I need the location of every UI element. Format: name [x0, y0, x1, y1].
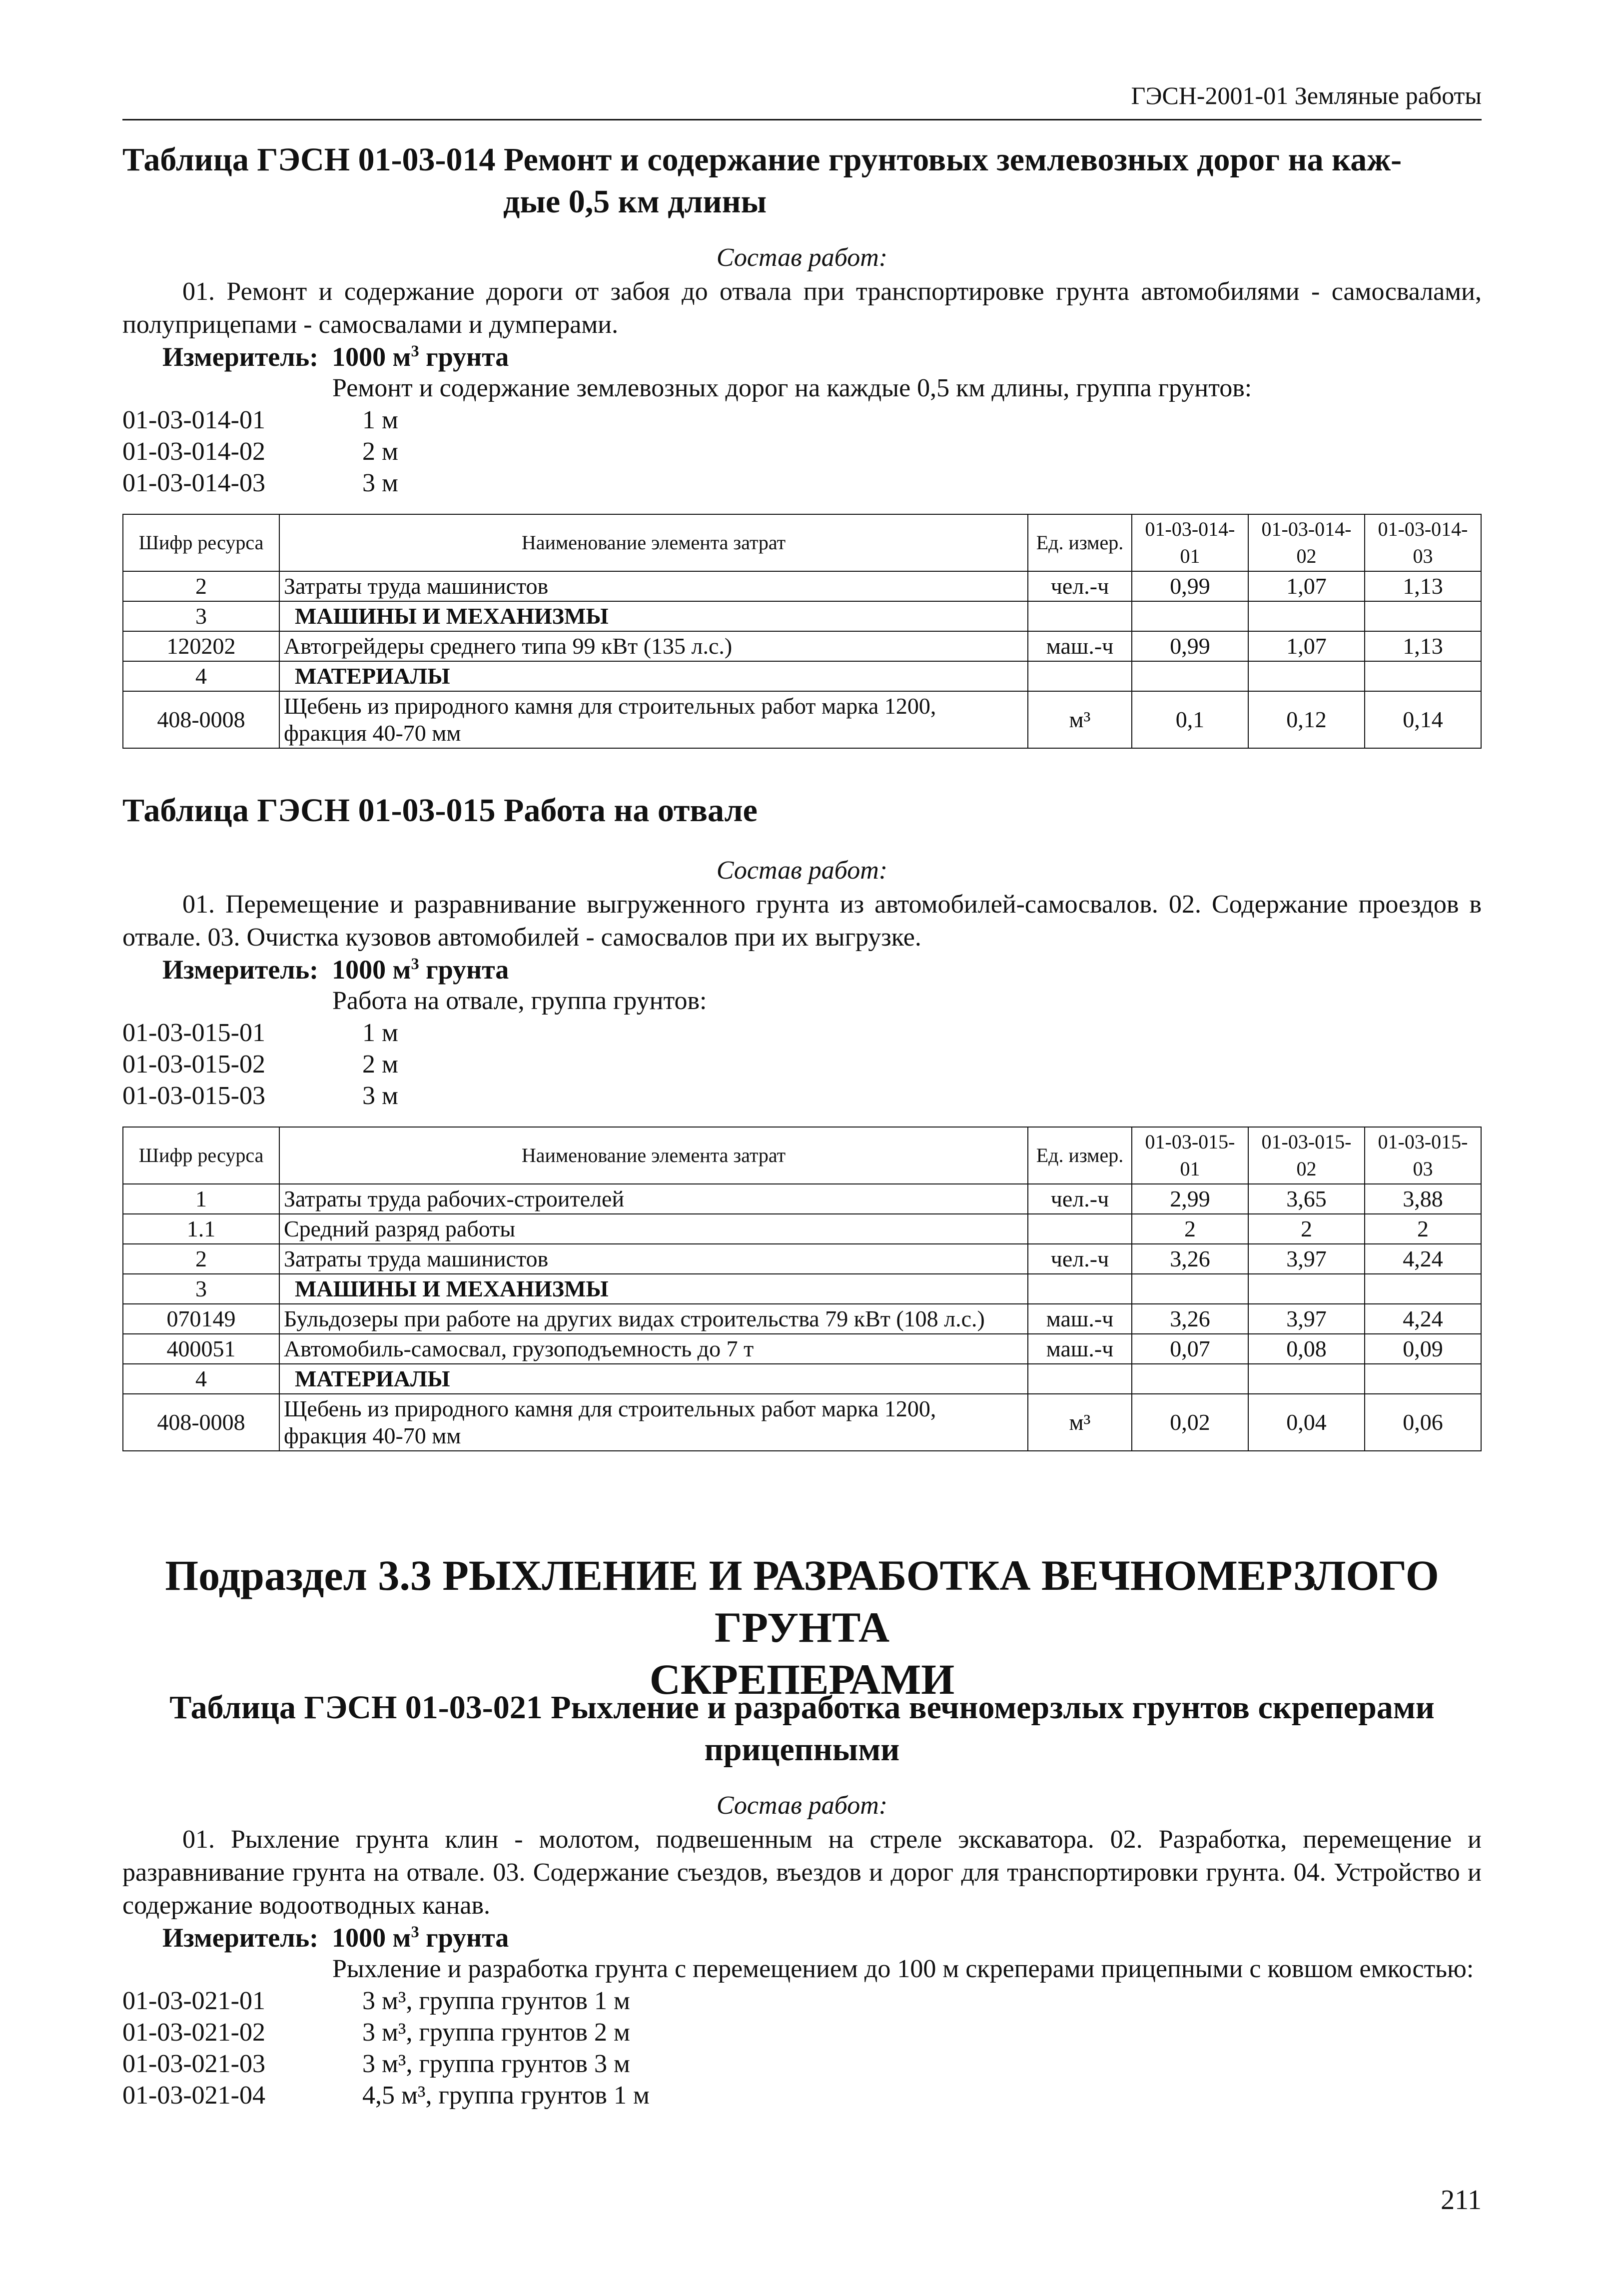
- table-caption: Ремонт и содержание землевозных дорог на каждые 0,5 км длины, группа грунтов:: [332, 374, 1252, 402]
- cell-value-1: 0,99: [1132, 571, 1248, 601]
- cell-value-1: 0,99: [1132, 631, 1248, 661]
- code-item: [122, 1080, 1482, 1112]
- measure-tail: грунта: [419, 1923, 509, 1953]
- cell-unit: м³: [1028, 1394, 1132, 1451]
- code-value: 3 м³, группа грунтов 1 м: [362, 1987, 630, 2015]
- table-block-021: [122, 1687, 1482, 2111]
- cell-name: Щебень из природного камня для строительных работ марка 1200, фракция 40-70 мм: [279, 1394, 1028, 1451]
- cell-name: Средний разряд работы: [279, 1214, 1028, 1244]
- table-row: [123, 1304, 1481, 1334]
- cell-value-2: 3,97: [1248, 1304, 1365, 1334]
- code-item: [122, 436, 1482, 467]
- table-row: [123, 571, 1481, 601]
- subsection-title-line2: СКРЕПЕРАМИ: [649, 1655, 955, 1703]
- table-row: [123, 1214, 1481, 1244]
- cell-unit: [1028, 1364, 1132, 1394]
- cell-name: Автогрейдеры среднего типа 99 кВт (135 л.с.): [279, 631, 1028, 661]
- cell-value-1: 3,26: [1132, 1304, 1248, 1334]
- col-1: 01-03-015-01: [1132, 1127, 1248, 1184]
- code-item: [122, 1017, 1482, 1049]
- cell-value-3: 0,09: [1365, 1334, 1481, 1364]
- col-unit: Ед. измер.: [1028, 1127, 1132, 1184]
- code-list: [122, 1985, 1482, 2111]
- cell-unit: [1028, 1274, 1132, 1304]
- cell-unit: чел.-ч: [1028, 1244, 1132, 1274]
- col-3: 01-03-015-03: [1365, 1127, 1481, 1184]
- table-row: [123, 601, 1481, 631]
- measure-tail: грунта: [419, 342, 509, 372]
- cell-value-2: 3,97: [1248, 1244, 1365, 1274]
- measure-line: [122, 954, 1482, 985]
- measure-sup: 3: [411, 1923, 419, 1941]
- cell-value-3: 3,88: [1365, 1184, 1481, 1214]
- sostav-heading: Состав работ:: [716, 243, 888, 272]
- measure-label: Измеритель:: [162, 1923, 319, 1953]
- page-number: 211: [1441, 2185, 1482, 2216]
- cell-value-2: 3,65: [1248, 1184, 1365, 1214]
- table-row: [123, 1274, 1481, 1304]
- code-id: 01-03-021-01: [122, 1987, 265, 2015]
- table-title-014: [122, 139, 1482, 223]
- cell-unit: маш.-ч: [1028, 631, 1132, 661]
- cell-code: 3: [123, 1274, 279, 1304]
- cell-value-2: [1248, 601, 1365, 631]
- cell-value-1: [1132, 1274, 1248, 1304]
- cell-value-2: 2: [1248, 1214, 1365, 1244]
- code-value: 3 м: [362, 469, 398, 497]
- cell-value-1: 2,99: [1132, 1184, 1248, 1214]
- table-title-015: Таблица ГЭСН 01-03-015 Работа на отвале: [122, 792, 758, 829]
- col-code: Шифр ресурса: [123, 514, 279, 571]
- cost-table-014: [122, 514, 1482, 749]
- cell-value-2: 0,08: [1248, 1334, 1365, 1364]
- code-list: [122, 1017, 1482, 1112]
- table-row: [123, 631, 1481, 661]
- table-title-line2: прицепными: [704, 1731, 900, 1768]
- measure-sup: 3: [411, 955, 419, 973]
- cell-code: 4: [123, 1364, 279, 1394]
- code-id: 01-03-014-01: [122, 406, 265, 434]
- cell-value-2: [1248, 661, 1365, 691]
- works-text: 01. Ремонт и содержание дороги от забоя до отвала при транспортировке грунта автомобилями - самосвалами, полуприцепами - самосвалами и думперами.: [122, 277, 1482, 339]
- measure-line: [122, 341, 1482, 372]
- table-row: [123, 1184, 1481, 1214]
- col-name: Наименование элемента затрат: [279, 1127, 1028, 1184]
- works-text: 01. Рыхление грунта клин - молотом, подвешенным на стреле экскаватора. 02. Разработка, перемещение и разравнивание грунта на отвале. 03. Содержание съездов, въездов и дорог для транспортировки грунта. 04. Устройство и содержание водоотводных канав.: [122, 1825, 1482, 1920]
- code-item: [122, 1049, 1482, 1080]
- table-block-014: [122, 139, 1482, 749]
- cell-value-3: 0,06: [1365, 1394, 1481, 1451]
- cell-code: 4: [123, 661, 279, 691]
- cell-value-1: [1132, 1364, 1248, 1394]
- code-id: 01-03-021-02: [122, 2018, 265, 2047]
- cell-unit: [1028, 1214, 1132, 1244]
- measure-value: 1000 м: [332, 955, 411, 985]
- cell-code: 120202: [123, 631, 279, 661]
- cell-value-3: [1365, 661, 1481, 691]
- cell-value-3: [1365, 1274, 1481, 1304]
- table-caption: Работа на отвале, группа грунтов:: [332, 987, 707, 1015]
- code-value: 3 м: [362, 1082, 398, 1110]
- cell-name: Автомобиль-самосвал, грузоподъемность до 7 т: [279, 1334, 1028, 1364]
- code-id: 01-03-021-03: [122, 2050, 265, 2078]
- cell-name: МАШИНЫ И МЕХАНИЗМЫ: [279, 601, 1028, 631]
- code-item: [122, 2017, 1482, 2048]
- code-id: 01-03-015-01: [122, 1019, 265, 1047]
- measure-tail: грунта: [419, 955, 509, 985]
- table-title-line2: дые 0,5 км длины: [503, 183, 767, 220]
- cell-value-2: 0,04: [1248, 1394, 1365, 1451]
- cell-value-2: 1,07: [1248, 571, 1365, 601]
- cost-table-015: [122, 1127, 1482, 1451]
- header-rule: [122, 119, 1482, 120]
- code-id: 01-03-021-04: [122, 2081, 265, 2110]
- cell-value-3: [1365, 1364, 1481, 1394]
- table-title-021: [122, 1687, 1482, 1771]
- cell-value-3: 2: [1365, 1214, 1481, 1244]
- table-header-row: [123, 514, 1481, 571]
- col-3: 01-03-014-03: [1365, 514, 1481, 571]
- measure-line: [122, 1922, 1482, 1953]
- code-id: 01-03-015-02: [122, 1050, 265, 1079]
- table-row: [123, 661, 1481, 691]
- table-caption: Рыхление и разработка грунта с перемещением до 100 м скреперами прицепными с ковшом емкостью:: [332, 1955, 1474, 1983]
- code-value: 4,5 м³, группа грунтов 1 м: [362, 2081, 650, 2110]
- cell-code: 2: [123, 571, 279, 601]
- cell-unit: маш.-ч: [1028, 1304, 1132, 1334]
- cell-unit: чел.-ч: [1028, 571, 1132, 601]
- works-text: 01. Перемещение и разравнивание выгруженного грунта из автомобилей-самосвалов. 02. Содержание проездов в отвале. 03. Очистка кузовов автомобилей - самосвалов при их выгрузке.: [122, 890, 1482, 952]
- cell-code: 400051: [123, 1334, 279, 1364]
- code-value: 3 м³, группа грунтов 3 м: [362, 2050, 630, 2078]
- code-item: [122, 2080, 1482, 2111]
- cell-unit: м³: [1028, 691, 1132, 748]
- col-2: 01-03-015-02: [1248, 1127, 1365, 1184]
- cell-name: Затраты труда рабочих-строителей: [279, 1184, 1028, 1214]
- cell-value-1: 0,02: [1132, 1394, 1248, 1451]
- code-id: 01-03-015-03: [122, 1082, 265, 1110]
- code-item: [122, 1985, 1482, 2017]
- cell-value-3: 0,14: [1365, 691, 1481, 748]
- table-block-015: [122, 790, 1482, 1451]
- col-1: 01-03-014-01: [1132, 514, 1248, 571]
- sostav-heading: Состав работ:: [716, 1791, 888, 1820]
- cell-value-1: 2: [1132, 1214, 1248, 1244]
- code-value: 2 м: [362, 437, 398, 466]
- cell-name: МАТЕРИАЛЫ: [279, 661, 1028, 691]
- col-name: Наименование элемента затрат: [279, 514, 1028, 571]
- code-value: 2 м: [362, 1050, 398, 1079]
- table-row: [123, 1244, 1481, 1274]
- cell-unit: маш.-ч: [1028, 1334, 1132, 1364]
- cell-unit: [1028, 601, 1132, 631]
- cell-value-3: 1,13: [1365, 571, 1481, 601]
- cell-value-2: 1,07: [1248, 631, 1365, 661]
- col-2: 01-03-014-02: [1248, 514, 1365, 571]
- cell-name: Затраты труда машинистов: [279, 571, 1028, 601]
- table-row: [123, 691, 1481, 748]
- table-row: [123, 1334, 1481, 1364]
- table-row: [123, 1394, 1481, 1451]
- measure-value: 1000 м: [332, 342, 411, 372]
- cell-name: Бульдозеры при работе на других видах строительства 79 кВт (108 л.с.): [279, 1304, 1028, 1334]
- cell-code: 408-0008: [123, 691, 279, 748]
- cell-name: Затраты труда машинистов: [279, 1244, 1028, 1274]
- cell-value-1: [1132, 661, 1248, 691]
- subsection-title-line1: Подраздел 3.3 РЫХЛЕНИЕ И РАЗРАБОТКА ВЕЧНОМЕРЗЛОГО ГРУНТА: [165, 1551, 1439, 1651]
- cell-name: МАШИНЫ И МЕХАНИЗМЫ: [279, 1274, 1028, 1304]
- sostav-heading: Состав работ:: [716, 856, 888, 885]
- col-code: Шифр ресурса: [123, 1127, 279, 1184]
- col-unit: Ед. измер.: [1028, 514, 1132, 571]
- code-item: [122, 2048, 1482, 2080]
- cell-name: Щебень из природного камня для строительных работ марка 1200, фракция 40-70 мм: [279, 691, 1028, 748]
- measure-label: Измеритель:: [162, 955, 319, 985]
- table-title-line1: Таблица ГЭСН 01-03-014 Ремонт и содержание грунтовых землевозных дорог на каж-: [122, 141, 1402, 178]
- measure-label: Измеритель:: [162, 342, 319, 372]
- cell-value-1: 3,26: [1132, 1244, 1248, 1274]
- table-header-row: [123, 1127, 1481, 1184]
- cell-code: 3: [123, 601, 279, 631]
- cell-code: 1.1: [123, 1214, 279, 1244]
- cell-code: 408-0008: [123, 1394, 279, 1451]
- table-row: [123, 1364, 1481, 1394]
- cell-name: МАТЕРИАЛЫ: [279, 1364, 1028, 1394]
- running-head: ГЭСН-2001-01 Земляные работы: [1131, 81, 1482, 109]
- cell-unit: чел.-ч: [1028, 1184, 1132, 1214]
- code-value: 1 м: [362, 1019, 398, 1047]
- cell-unit: [1028, 661, 1132, 691]
- code-list: [122, 404, 1482, 499]
- code-id: 01-03-014-02: [122, 437, 265, 466]
- cell-code: 2: [123, 1244, 279, 1274]
- cell-value-1: 0,07: [1132, 1334, 1248, 1364]
- cell-value-2: 0,12: [1248, 691, 1365, 748]
- code-value: 3 м³, группа грунтов 2 м: [362, 2018, 630, 2047]
- cell-value-3: 1,13: [1365, 631, 1481, 661]
- cell-value-2: [1248, 1364, 1365, 1394]
- cell-code: 1: [123, 1184, 279, 1214]
- cell-value-1: 0,1: [1132, 691, 1248, 748]
- code-value: 1 м: [362, 406, 398, 434]
- cell-value-3: 4,24: [1365, 1244, 1481, 1274]
- subsection-title: [122, 1549, 1482, 1705]
- table-title-line1: Таблица ГЭСН 01-03-021 Рыхление и разработка вечномерзлых грунтов скреперами: [169, 1689, 1435, 1726]
- cell-value-1: [1132, 601, 1248, 631]
- code-item: [122, 404, 1482, 436]
- measure-sup: 3: [411, 342, 419, 360]
- code-item: [122, 467, 1482, 499]
- cell-code: 070149: [123, 1304, 279, 1334]
- code-id: 01-03-014-03: [122, 469, 265, 497]
- cell-value-3: [1365, 601, 1481, 631]
- measure-value: 1000 м: [332, 1923, 411, 1953]
- cell-value-3: 4,24: [1365, 1304, 1481, 1334]
- cell-value-2: [1248, 1274, 1365, 1304]
